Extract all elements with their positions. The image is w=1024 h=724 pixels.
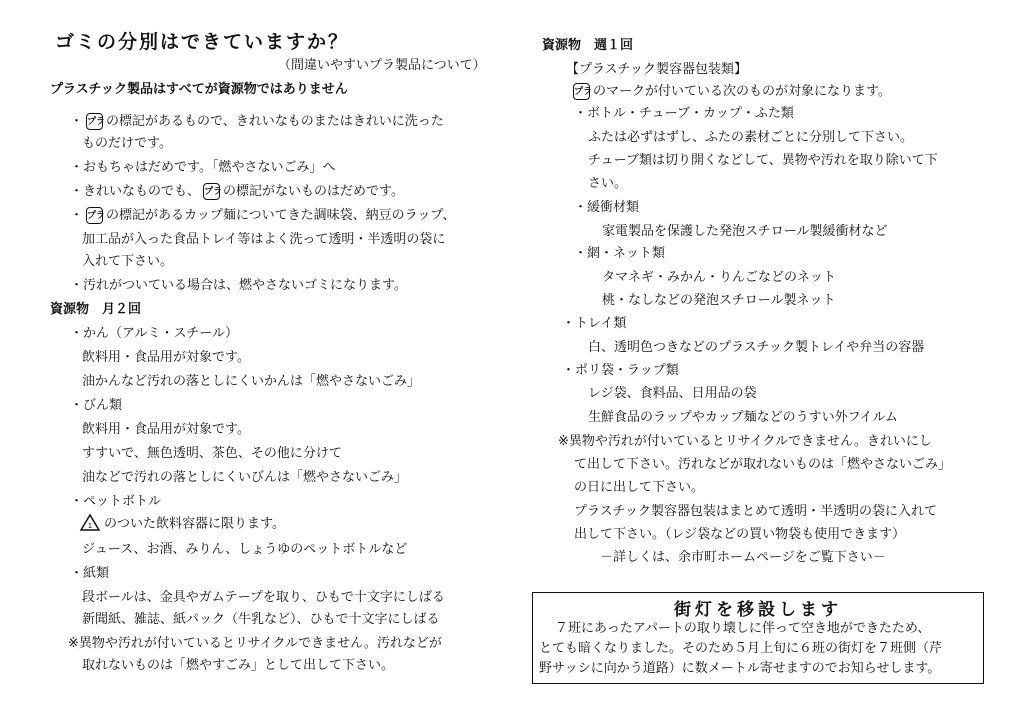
rule-line: ・汚れがついている場合は、燃やさないゴミになります。 xyxy=(70,278,407,293)
item-line: ふたは必ずはずし、ふたの素材ごとに分別して下さい。 xyxy=(588,130,914,145)
note-line: プラスチック製容器包装はまとめて透明・半透明の袋に入れて xyxy=(574,504,937,519)
rule-line: 入れて下さい。 xyxy=(82,254,174,269)
pla-recycle-icon: プラ xyxy=(203,183,220,200)
item-line: 飲料用・食品用が対象です。 xyxy=(82,350,250,365)
monthly-heading: 資源物 月２回 xyxy=(50,302,142,317)
streetlight-notice xyxy=(532,592,984,684)
item-line: ・トレイ類 xyxy=(562,316,627,331)
item-line: 新聞紙、雑誌、紙パック（牛乳など）、ひもで十文字にしばる xyxy=(82,612,440,627)
svg-text:1: 1 xyxy=(87,522,93,530)
item-line: ・網・ネット類 xyxy=(574,246,666,261)
notice-line: ７班にあったアパートの取り壊しに伴って空き地ができたため、 xyxy=(555,621,931,636)
rule-line: 加工品が入った食品トレイ等はよく洗って透明・半透明の袋に xyxy=(82,232,446,247)
note-line: 出して下さい。（レジ袋などの買い物袋も使用できます） xyxy=(574,527,906,542)
notice-title: 街灯を移設します xyxy=(674,600,842,620)
item-line: ジュース、お酒、みりん、しょうゆのペットボトルなど xyxy=(82,542,408,557)
notice-line: 野サッシに向かう道路）に数メートル寄せますのでお知らせします。 xyxy=(539,661,941,676)
rule-line: ・おもちゃはだめです。「燃やさないごみ」へ xyxy=(70,160,336,175)
pla-recycle-icon: プラ xyxy=(573,83,590,100)
rule-line: ・きれいなものでも、 プラの標記がないものはだめです。 xyxy=(70,184,404,199)
note-line: の日に出して下さい。 xyxy=(574,480,705,495)
mark-line: プラのマークが付いている次のものが対象になります。 xyxy=(574,84,891,99)
note-line: ※異物や汚れが付いているとリサイクルできません。汚れなどが xyxy=(68,636,442,651)
item-line: 油かんなど汚れの落としにくいかんは「燃やさないごみ」 xyxy=(82,374,421,389)
item-line: ・ペットボトル xyxy=(70,494,162,509)
note-line: 取れないものは「燃やすごみ」として出して下さい。 xyxy=(82,658,395,673)
item-line: 桃・なしなどの発泡スチロール製ネット xyxy=(602,293,836,308)
item-line: 家電製品を保護した発泡スチロール製緩衝材など xyxy=(602,224,888,239)
category-heading: 【プラスチック製容器包装類】 xyxy=(566,62,747,77)
item-line: 段ボールは、金具やガムテープを取り、ひもで十文字にしばる xyxy=(82,590,445,605)
subtitle: （間違いやすいプラ製品について） xyxy=(278,58,486,73)
page-title: ゴミの分別はできていますか？ xyxy=(55,31,350,53)
item-line: すすいで、無色透明、茶色、その他に分けて xyxy=(82,446,342,461)
rule-line: ・ プラの標記があるもので、きれいなものまたはきれいに洗った xyxy=(70,114,444,129)
item-line: ・紙類 xyxy=(70,566,110,581)
item-line: 生鮮食品のラップやカップ麺などのうすい外フイルム xyxy=(588,410,898,425)
rule-line: ものだけです。 xyxy=(82,136,172,151)
note-line: ※異物や汚れが付いているとリサイクルできません。きれいにし xyxy=(558,434,932,449)
weekly-heading: 資源物 週１回 xyxy=(542,38,634,53)
item-line: ・ポリ袋・ラップ類 xyxy=(562,363,679,378)
notice-line: とても暗くなりました。そのため５月上旬に６班の街灯を７班側（芹 xyxy=(539,641,943,656)
pet-recycle-icon xyxy=(79,513,101,535)
item-line: 油などで汚れの落としにくいびんは「燃やさないごみ」 xyxy=(82,470,408,485)
item-line: タマネギ・みかん・りんごなどのネット xyxy=(602,270,837,285)
item-line: ・緩衝材類 xyxy=(574,200,640,215)
item-line: 1 のついた飲料容器に限ります。 xyxy=(76,513,285,535)
item-line: 白、透明色つきなどのプラスチック製トレイや弁当の容器 xyxy=(588,340,925,355)
item-line: ・かん（アルミ・スチール） xyxy=(70,326,238,341)
item-line: さい。 xyxy=(588,176,628,191)
item-line: ・ボトル・チューブ・カップ・ふた類 xyxy=(574,106,794,121)
item-line: ・びん類 xyxy=(70,398,123,413)
footer-note: －詳しくは、余市町ホームページをご覧下さい－ xyxy=(600,550,886,565)
item-line: チューブ類は切り開くなどして、異物や汚れを取り除いて下 xyxy=(588,153,938,168)
heading: プラスチック製品はすべてが資源物ではありません xyxy=(50,82,348,97)
item-line: 飲料用・食品用が対象です。 xyxy=(82,422,250,437)
note-line: て出して下さい。汚れなどが取れないものは「燃やさないごみ」 xyxy=(574,457,952,472)
rule-line: ・ プラの標記があるカップ麺についてきた調味袋、納豆のラップ、 xyxy=(70,208,456,223)
item-line: レジ袋、食料品、日用品の袋 xyxy=(588,386,757,401)
pla-recycle-icon: プラ xyxy=(86,113,103,130)
pla-recycle-icon: プラ xyxy=(86,207,103,224)
